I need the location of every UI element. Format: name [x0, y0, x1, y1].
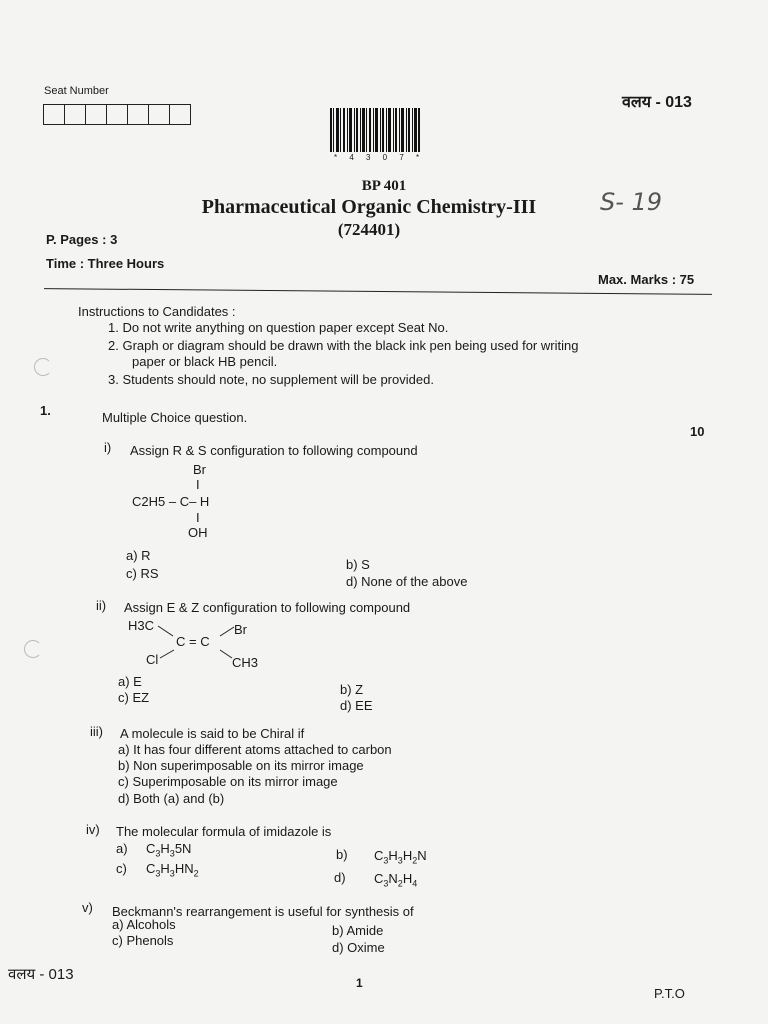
option-d: d) Oxime [332, 940, 385, 955]
header-divider [44, 288, 712, 295]
option-b: b) S [346, 557, 370, 572]
option-b: b) Amide [332, 923, 384, 938]
sub-question-number: i) [104, 440, 112, 455]
paper-code: BP 401 [361, 178, 407, 194]
sub-question-text: Assign E & Z configuration to following compound [124, 600, 411, 615]
max-marks: Max. Marks : 75 [598, 272, 695, 287]
barcode-number: * 4 3 0 7 * [334, 153, 425, 162]
sub-question-text: Beckmann's rearrangement is useful for synthesis of [112, 904, 414, 919]
option-d: d) EE [340, 698, 373, 713]
structure-bond: I [196, 477, 200, 492]
exam-duration: Time : Three Hours [46, 256, 165, 271]
page-count: P. Pages : 3 [46, 232, 118, 247]
structure-group-cl: Cl [146, 652, 159, 667]
structure-main-chain: C2H5 – C– H [132, 494, 210, 509]
question-number: 1. [40, 403, 51, 418]
instructions-heading: Instructions to Candidates : [78, 304, 236, 319]
structure-atom-oh: OH [188, 525, 208, 540]
structure-atom-br: Br [193, 462, 206, 477]
option-b: b) Z [340, 682, 364, 697]
question-marks: 10 [690, 424, 705, 439]
sub-question-number: iv) [86, 822, 100, 837]
structure-group-br: Br [234, 622, 247, 637]
instruction-item: 2. Graph or diagram should be drawn with the black ink pen being used for writing [108, 338, 579, 353]
formula-a: $C_3H_35N$ [146, 841, 192, 859]
formula-b: $C_3H_3H_2N$ [374, 848, 427, 866]
instruction-item: paper or black HB pencil. [132, 354, 278, 369]
punch-hole-icon [34, 358, 52, 376]
option-c: c) EZ [118, 690, 150, 705]
option-c: c) [116, 861, 127, 876]
sub-question-text: The molecular formula of imidazole is [116, 824, 332, 839]
option-a: a) It has four different atoms attached to carbon [118, 742, 392, 757]
handwritten-note: S- 19 [600, 188, 663, 216]
option-c: c) RS [126, 566, 159, 581]
structure-double-bond: C = C [176, 634, 210, 649]
option-a: a) E [118, 674, 142, 689]
seat-number-boxes[interactable] [43, 104, 191, 125]
sub-question-number: iii) [90, 724, 103, 739]
footer-series-code: वलय - 013 [8, 966, 74, 983]
formula-c: $C_3H_3HN_2$ [146, 861, 199, 879]
option-c: c) Phenols [112, 933, 174, 948]
formula-d: $C_3N_2H_4$ [374, 871, 418, 889]
question-heading: Multiple Choice question. [102, 410, 248, 425]
option-a: a) R [126, 548, 151, 563]
instruction-item: 1. Do not write anything on question paper except Seat No. [108, 320, 449, 335]
sub-question-number: ii) [96, 598, 107, 613]
option-b: b) Non superimposable on its mirror image [118, 758, 364, 773]
barcode-icon [330, 108, 420, 154]
sub-question-text: Assign R & S configuration to following compound [130, 443, 418, 458]
page-title: Pharmaceutical Organic Chemistry-III [201, 196, 537, 218]
option-d: d) None of the above [346, 574, 468, 589]
option-c: c) Superimposable on its mirror image [118, 774, 338, 789]
option-b: b) [336, 847, 348, 862]
option-d: d) [334, 870, 346, 885]
structure-bond: I [196, 510, 200, 525]
structure-group-ch3: CH3 [232, 655, 259, 670]
page-number: 1 [356, 976, 363, 990]
sub-question-number: v) [82, 900, 93, 915]
structure-group-h3c: H3C [128, 618, 155, 633]
paper-number: (724401) [337, 220, 401, 239]
punch-hole-icon [24, 640, 42, 658]
seat-number-label: Seat Number [44, 85, 109, 97]
please-turn-over: P.T.O [654, 986, 685, 1001]
option-a: a) Alcohols [112, 917, 176, 932]
paper-series-code: वलय - 013 [622, 94, 692, 111]
sub-question-text: A molecule is said to be Chiral if [120, 726, 305, 741]
option-d: d) Both (a) and (b) [118, 791, 225, 806]
instruction-item: 3. Students should note, no supplement will be provided. [108, 372, 434, 387]
option-a: a) [116, 841, 128, 856]
